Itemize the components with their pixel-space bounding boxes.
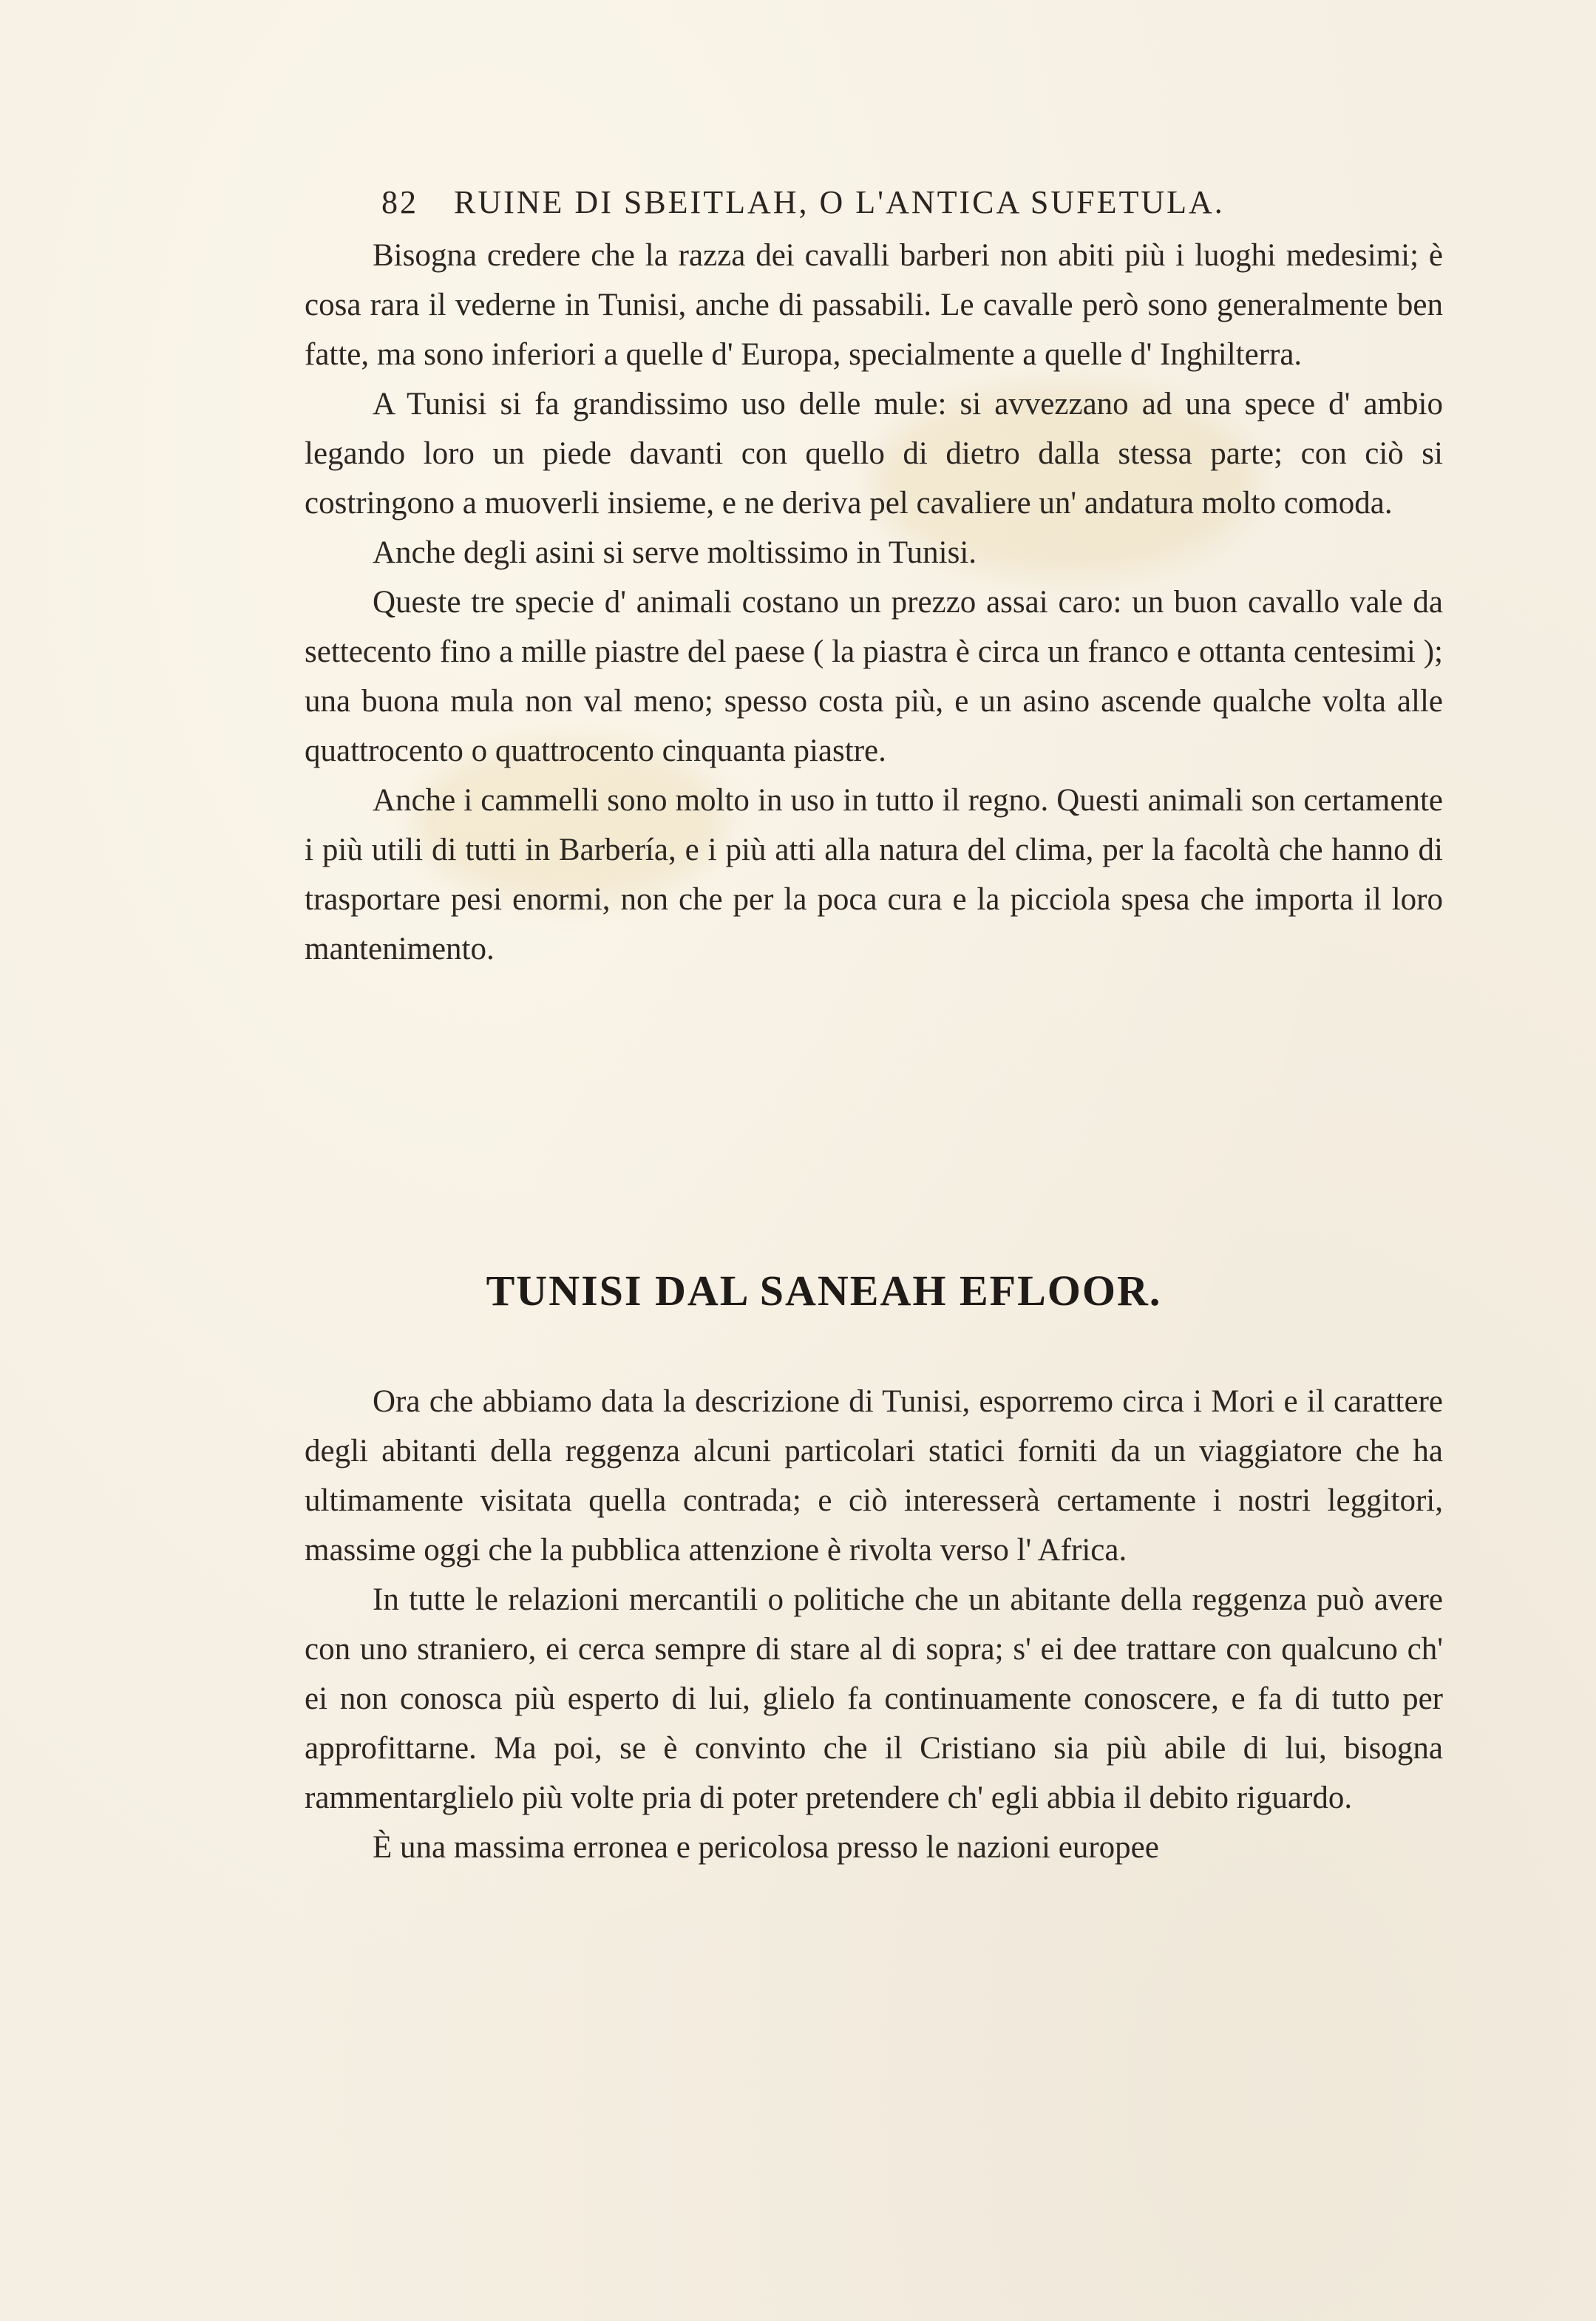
- running-title: RUINE DI SBEITLAH, O L'ANTICA SUFETULA.: [454, 184, 1225, 220]
- paragraph: Bisogna credere che la razza dei cavalli barberi non abiti più i luoghi medesimi; è cosa rara il vederne in Tunisi, anche di passabili. Le cavalle però sono generalmente ben fatte, ma sono inferiori a quelle d' Europa, specialmente a quelle d' Inghilterra.: [305, 238, 1443, 372]
- paragraph: Anche i cammelli sono molto in uso in tutto il regno. Questi animali son certamente i più utili di tutti in Barbería, e i più atti alla natura del clima, per la facoltà che hanno di trasportare pesi enormi, non che per la poca cura e la picciola spesa che importa il loro mantenimento.: [305, 783, 1443, 966]
- running-header: [381, 183, 1305, 221]
- paragraph: A Tunisi si fa grandissimo uso delle mule: si avvezzano ad una spece d' ambio legando loro un piede davanti con quello di dietro dalla stessa parte; con ciò si costringono a muoverli insieme, e ne deriva pel cavaliere un' andatura molto comoda.: [305, 387, 1443, 521]
- section-heading-wrapper: [0, 1266, 1596, 1315]
- paragraph: Anche degli asini si serve moltissimo in Tunisi.: [373, 535, 977, 570]
- paragraph: È una massima erronea e pericolosa presso le nazioni europee: [373, 1830, 1159, 1865]
- paragraph: Queste tre specie d' animali costano un prezzo assai caro: un buon cavallo vale da settecento fino a mille piastre del paese ( la piastra è circa un franco e ottanta centesimi ); una buona mula non val meno; spesso costa più, e un asino ascende qualche volta alle quattrocento o quattrocento cinquanta piastre.: [305, 585, 1443, 768]
- body-text-bottom: [305, 1377, 1443, 1872]
- body-text-top: [305, 231, 1443, 974]
- paragraph: In tutte le relazioni mercantili o politiche che un abitante della reggenza può avere con uno straniero, ei cerca sempre di stare al di sopra; s' ei dee trattare con qualcuno ch' ei non conosca più esperto di lui, glielo fa continuamente conoscere, e fa di tutto per approfittarne. Ma poi, se è convinto che il Cristiano sia più abile di lui, bisogna rammentarglielo più volte pria di poter pretendere ch' egli abbia il debito riguardo.: [305, 1582, 1443, 1815]
- paragraph: Ora che abbiamo data la descrizione di Tunisi, esporremo circa i Mori e il carattere degli abitanti della reggenza alcuni particolari statici forniti da un viaggiatore che ha ultimamente visitata quella contrada; e ciò interesserà certamente i nostri leggitori, massime oggi che la pubblica attenzione è rivolta verso l' Africa.: [305, 1384, 1443, 1568]
- page-number: 82: [381, 184, 418, 220]
- section-title: TUNISI DAL SANEAH EFLOOR.: [486, 1267, 1162, 1315]
